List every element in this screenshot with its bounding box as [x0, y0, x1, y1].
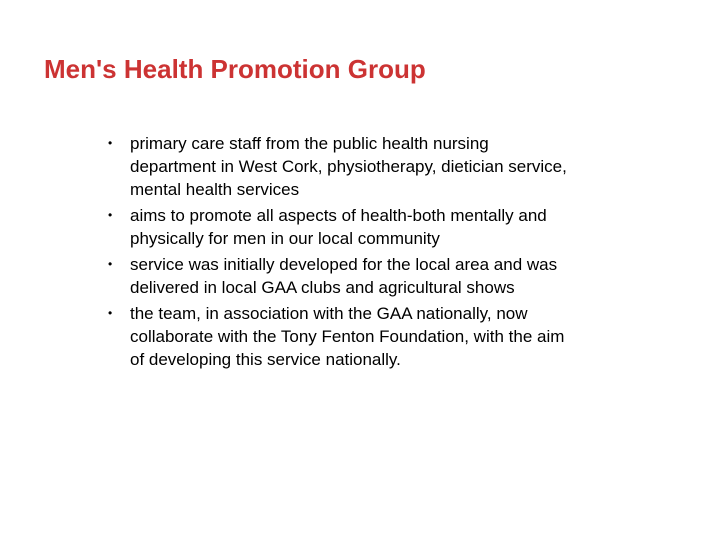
bullet-list [108, 132, 668, 374]
bullet-icon: • [108, 136, 113, 150]
bullet-text: primary care staff from the public health nursing department in West Cork, physiotherapy, dietician service, mental health services [130, 134, 567, 199]
bullet-text: the team, in association with the GAA nationally, now collaborate with the Tony Fenton Foundation, with the aim of developing this service nationally. [130, 304, 565, 369]
bullet-text: aims to promote all aspects of health-both mentally and physically for men in our local community [130, 206, 547, 248]
bullet-item [108, 204, 668, 250]
bullet-icon: • [108, 208, 113, 222]
bullet-item [108, 253, 668, 299]
bullet-item [108, 132, 668, 201]
bullet-icon: • [108, 257, 113, 271]
bullet-item [108, 302, 668, 371]
bullet-icon: • [108, 306, 113, 320]
bullet-text: service was initially developed for the local area and was delivered in local GAA clubs and agricultural shows [130, 255, 558, 297]
slide-title: Men's Health Promotion Group [44, 54, 426, 84]
